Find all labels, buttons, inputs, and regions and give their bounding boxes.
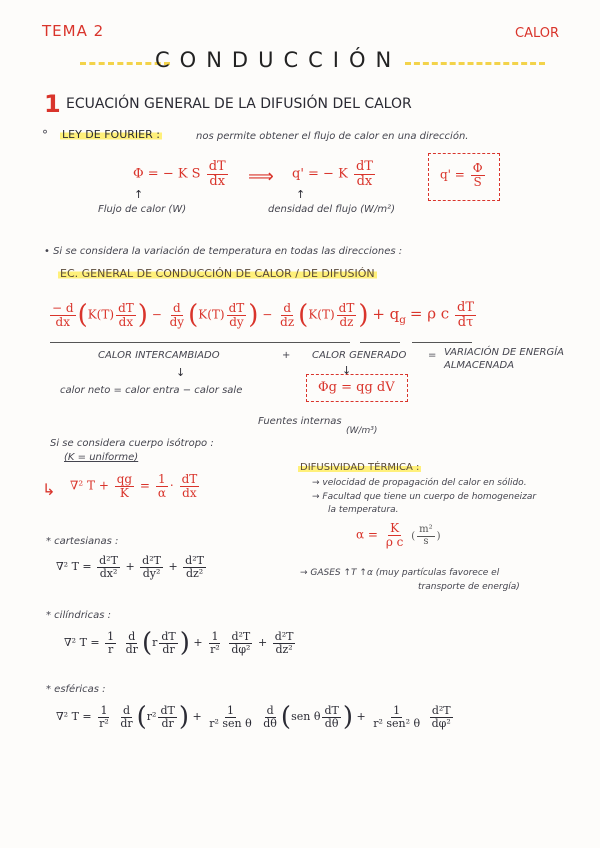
phi-g-eq: Φg = qg dV	[318, 380, 395, 395]
density-label: densidad del flujo (W/m²)	[268, 204, 395, 215]
brace-exchanged	[50, 342, 350, 343]
cartesian-eq: ∇² T = $\frac{\text{d²T}}{\text{dx²}}$ + $\frac{\text{d²T}}{\text{dy²}}$ + $\frac{\text{d²T}}{\text{dz²}}$	[56, 554, 204, 580]
sources-units: (W/m³)	[346, 426, 378, 436]
topic-label: TEMA 2	[42, 22, 105, 40]
fourier-eq2: q' = − K $\frac{dT}{dx}$	[292, 159, 373, 189]
isotropic-arrow: ↳	[42, 480, 56, 499]
title-rule-right	[405, 62, 545, 65]
fourier-label: LEY DE FOURIER :	[62, 128, 160, 141]
diffusivity-point-2b: la temperatura.	[328, 505, 399, 515]
equals-sign: =	[428, 350, 437, 361]
isotropic-eq: ∇² T + $\frac{qg}{K}$ = $\frac{1}{\alpha}$ · $\frac{dT}{dx}$	[70, 472, 198, 500]
down-arrow-2: ↓	[342, 364, 352, 377]
cartesian-label: * cartesianas :	[46, 536, 119, 547]
up-arrow-2: ↑	[296, 188, 306, 201]
gases-note: → GASES ↑T ↑α (muy partículas favorece el	[300, 568, 500, 578]
fourier-eq1: Φ = − K S $\frac{dT}{dx}$	[133, 159, 226, 189]
brace-variation	[412, 342, 472, 343]
spherical-label: * esféricas :	[46, 684, 106, 695]
bullet: °	[42, 128, 48, 142]
page-title: CONDUCCIÓN	[155, 48, 402, 72]
down-arrow-1: ↓	[176, 366, 186, 379]
cylindrical-eq: ∇² T = $\frac{1}{r}$ $\frac{d}{dr}$ (r $\frac{dT}{dr}$ ) + $\frac{1}{\text{r²}}$ $\frac{\text{d²T}}{\text{dφ²}}$ + $\frac{\text{d²T}}{\text{dz²}}$	[64, 628, 294, 658]
section-title: ECUACIÓN GENERAL DE LA DIFUSIÓN DEL CALOR	[66, 96, 412, 112]
sources-label: Fuentes internas	[258, 416, 342, 427]
up-arrow-1: ↑	[134, 188, 144, 201]
alpha-eq: α = $\frac{K}{\text{ρ c}}$ ( $\frac{\text{m²}}{s}$ )	[356, 521, 441, 549]
k-uniform: (K = uniforme)	[64, 452, 139, 463]
section-number: 1	[44, 90, 61, 118]
cylindrical-label: * cilíndricas :	[46, 610, 111, 621]
implies-arrow: ⟹	[248, 166, 274, 187]
general-intro: • Si se considera la variación de temperatura en todas las direcciones :	[44, 246, 403, 257]
fourier-eq3: q' = $\frac{\Phi}{S}$	[440, 161, 483, 189]
net-heat: calor neto = calor entra − calor sale	[60, 385, 243, 396]
brace-generated	[360, 342, 400, 343]
diffusivity-point-1: → velocidad de propagación del calor en sólido.	[312, 478, 527, 488]
spherical-eq: ∇² T = $\frac{1}{\text{r²}}$ $\frac{d}{dr}$ (r² $\frac{dT}{dr}$ ) + $\frac{1}{\text{r² sen θ}}$ $\frac{d}{d\theta}$ (sen θ $\frac{dT}{d\theta}$ ) + $\frac{1}{\text{r² sen² θ}}$ $\frac{\text{d²T}}{\text{dφ²}}$	[56, 702, 451, 732]
subject-label: CALOR	[515, 26, 560, 41]
fourier-description: nos permite obtener el flujo de calor en una dirección.	[196, 131, 469, 142]
isotropic-intro: Si se considera cuerpo isótropo :	[50, 438, 214, 449]
flux-label: Flujo de calor (W)	[98, 204, 187, 215]
label-generated: CALOR GENERADO	[312, 350, 407, 361]
gases-note-b: transporte de energía)	[418, 582, 520, 592]
diffusivity-point-2: → Facultad que tiene un cuerpo de homogeneizar	[312, 492, 537, 502]
plus-sign: +	[282, 350, 291, 361]
label-exchanged: CALOR INTERCAMBIADO	[98, 350, 220, 361]
diffusivity-title: DIFUSIVIDAD TÉRMICA :	[300, 462, 420, 473]
general-title: EC. GENERAL DE CONDUCCIÓN DE CALOR / DE DIFUSIÓN	[60, 267, 375, 280]
general-equation: $\frac{- d}{dx}$ (K(T) $\frac{dT}{dx}$ ) − $\frac{d}{dy}$ (K(T) $\frac{dT}{dy}$ ) − $\frac{d}{dz}$ (K(T) $\frac{dT}{dz}$ ) + $q_g = \rho$ c $\frac{dT}{d\tau}$	[52, 299, 475, 330]
label-variation: VARIACIÓN DE ENERGÍA ALMACENADA	[444, 347, 565, 371]
